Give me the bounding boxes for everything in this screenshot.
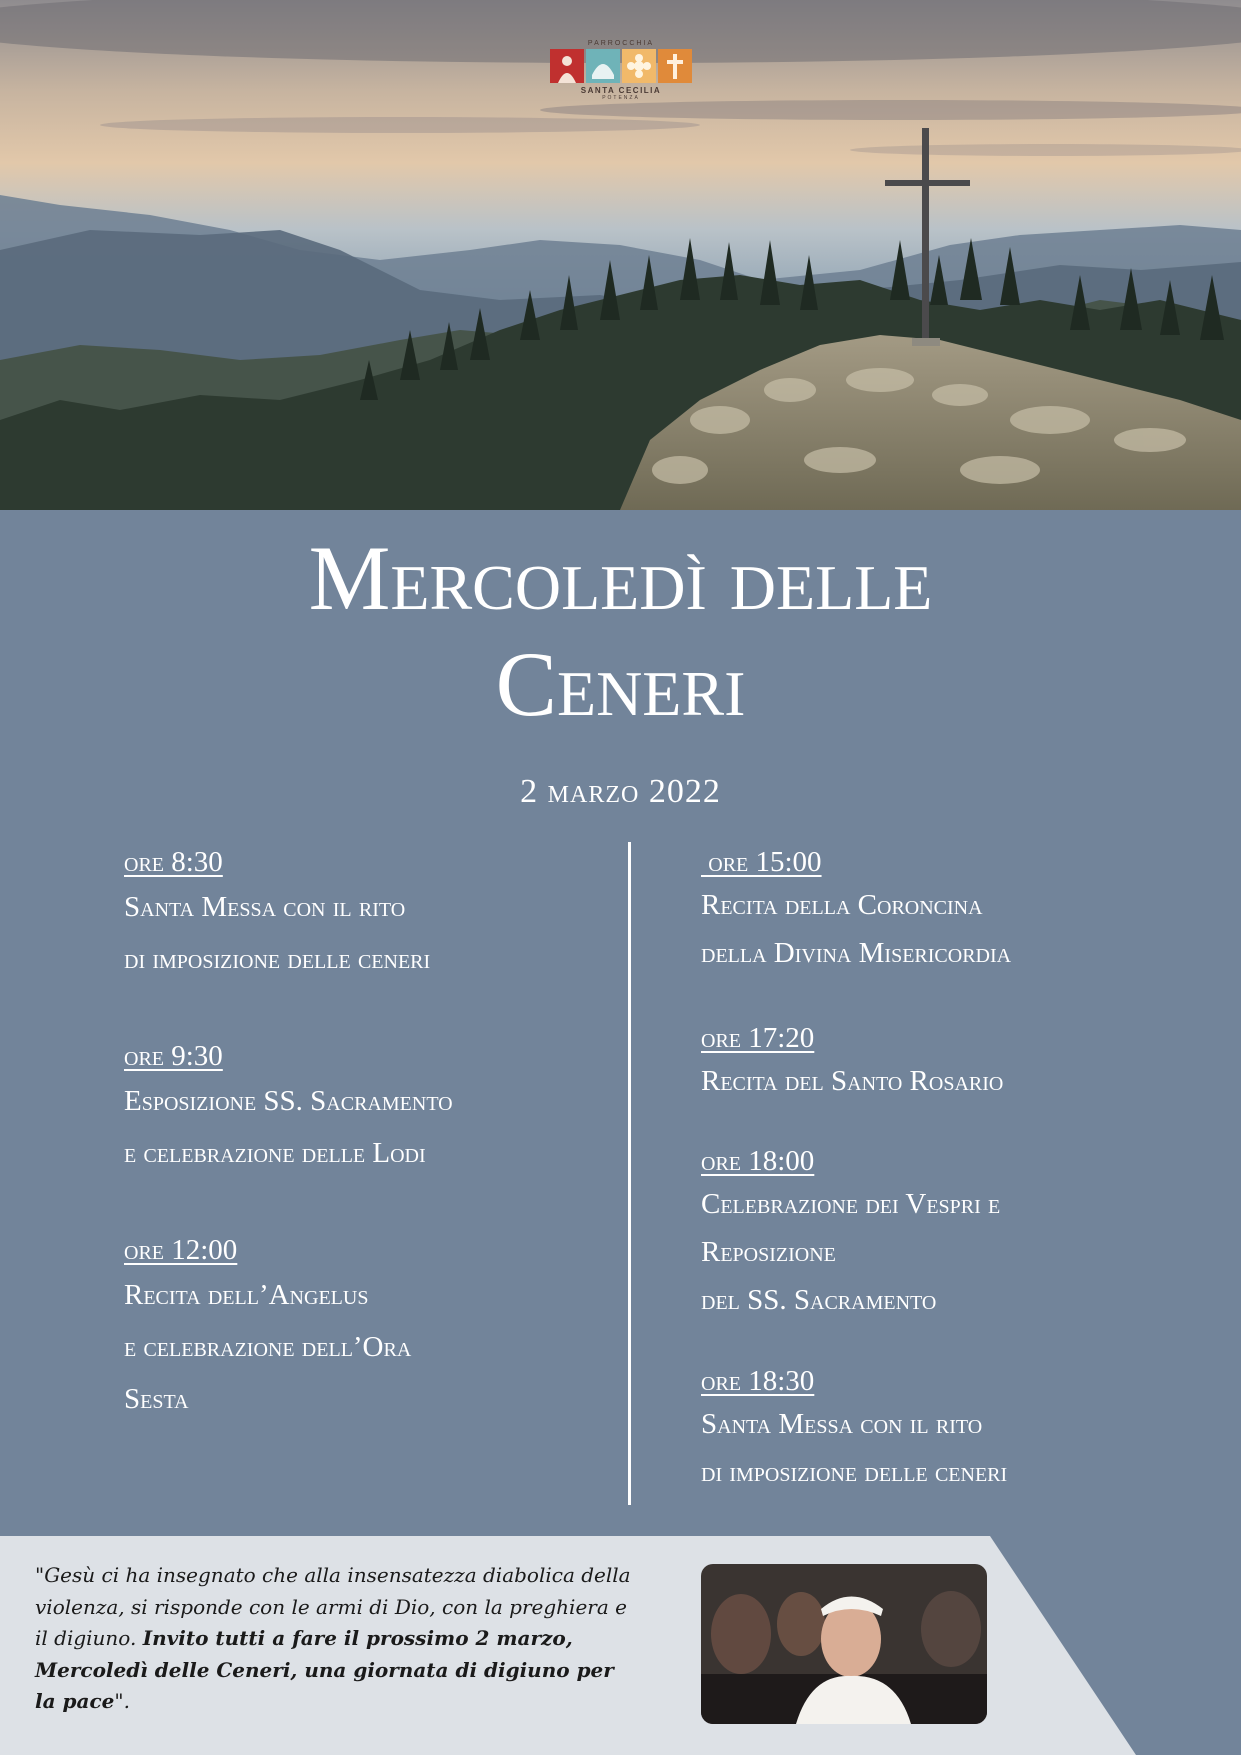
schedule-time: ore 18:00 xyxy=(701,1145,815,1177)
column-divider xyxy=(628,842,631,1505)
schedule-description: di imposizione delle ceneri xyxy=(124,943,431,975)
schedule-description: del SS. Sacramento xyxy=(701,1284,937,1316)
schedule-item xyxy=(124,1231,604,1425)
flower-icon xyxy=(622,49,656,83)
title-line-2: Ceneri xyxy=(495,633,746,735)
cross-icon xyxy=(658,49,692,83)
schedule-time: ore 18:30 xyxy=(701,1365,815,1397)
quote-end: ". xyxy=(114,1689,130,1713)
schedule-description: di imposizione delle ceneri xyxy=(701,1456,1008,1488)
schedule-item xyxy=(701,1362,1181,1496)
schedule-time: ore 9:30 xyxy=(124,1040,223,1072)
schedule-time: ore 12:00 xyxy=(124,1234,238,1266)
schedule-right-column xyxy=(701,843,1181,1496)
schedule-description: Recita dell’Angelus xyxy=(124,1279,369,1311)
schedule-item xyxy=(124,1037,604,1179)
saint-figure-icon xyxy=(550,49,584,83)
schedule-description: Recita della Coroncina xyxy=(701,889,983,921)
schedule-description: Reposizione xyxy=(701,1236,836,1268)
pope-quote xyxy=(35,1560,635,1718)
event-date: 2 marzo 2022 xyxy=(520,773,721,810)
quote-bold-text: Invito tutti a fare il prossimo 2 marzo, Mercoledì delle Ceneri, una giornata di digiuno per la pace xyxy=(35,1626,614,1713)
logo-name: SANTA CECILIA xyxy=(580,86,662,95)
parish-logo xyxy=(548,40,694,102)
schedule-time: ore 17:20 xyxy=(701,1022,815,1054)
schedule-description: Santa Messa con il rito xyxy=(124,891,406,923)
schedule-item xyxy=(701,1019,1181,1105)
schedule-description: Esposizione SS. Sacramento xyxy=(124,1085,453,1117)
schedule-item xyxy=(124,843,604,985)
schedule-time: ore 8:30 xyxy=(124,846,223,878)
logo-top-text: PARROCCHIA xyxy=(587,40,655,47)
schedule-description: Recita del Santo Rosario xyxy=(701,1065,1004,1097)
logo-city: POTENZA xyxy=(602,95,640,101)
title-line-1: Mercoledì delle xyxy=(308,527,933,629)
pope-photo xyxy=(701,1564,987,1724)
schedule-left-column xyxy=(124,843,604,1425)
schedule-description: e celebrazione dell’Ora xyxy=(124,1331,412,1363)
schedule-description: e celebrazione delle Lodi xyxy=(124,1137,426,1169)
page-title xyxy=(0,525,1241,737)
quote-text: "Gesù ci ha insegnato che alla insensatezza diabolica della violenza, si risponde con le armi di Dio, con la preghiera e il digiuno. xyxy=(35,1563,631,1650)
pope-portrait-image xyxy=(701,1564,987,1724)
dome-church-icon xyxy=(586,49,620,83)
schedule-item xyxy=(701,843,1181,977)
schedule-description: della Divina Misericordia xyxy=(701,937,1012,969)
schedule-item xyxy=(701,1142,1181,1324)
header-photo xyxy=(0,0,1241,510)
schedule-description: Celebrazione dei Vespri e xyxy=(701,1188,1001,1220)
logo-tiles xyxy=(548,49,694,83)
schedule-description: Sesta xyxy=(124,1383,189,1415)
schedule-time: ore 15:00 xyxy=(701,846,822,878)
schedule-description: Santa Messa con il rito xyxy=(701,1408,983,1440)
